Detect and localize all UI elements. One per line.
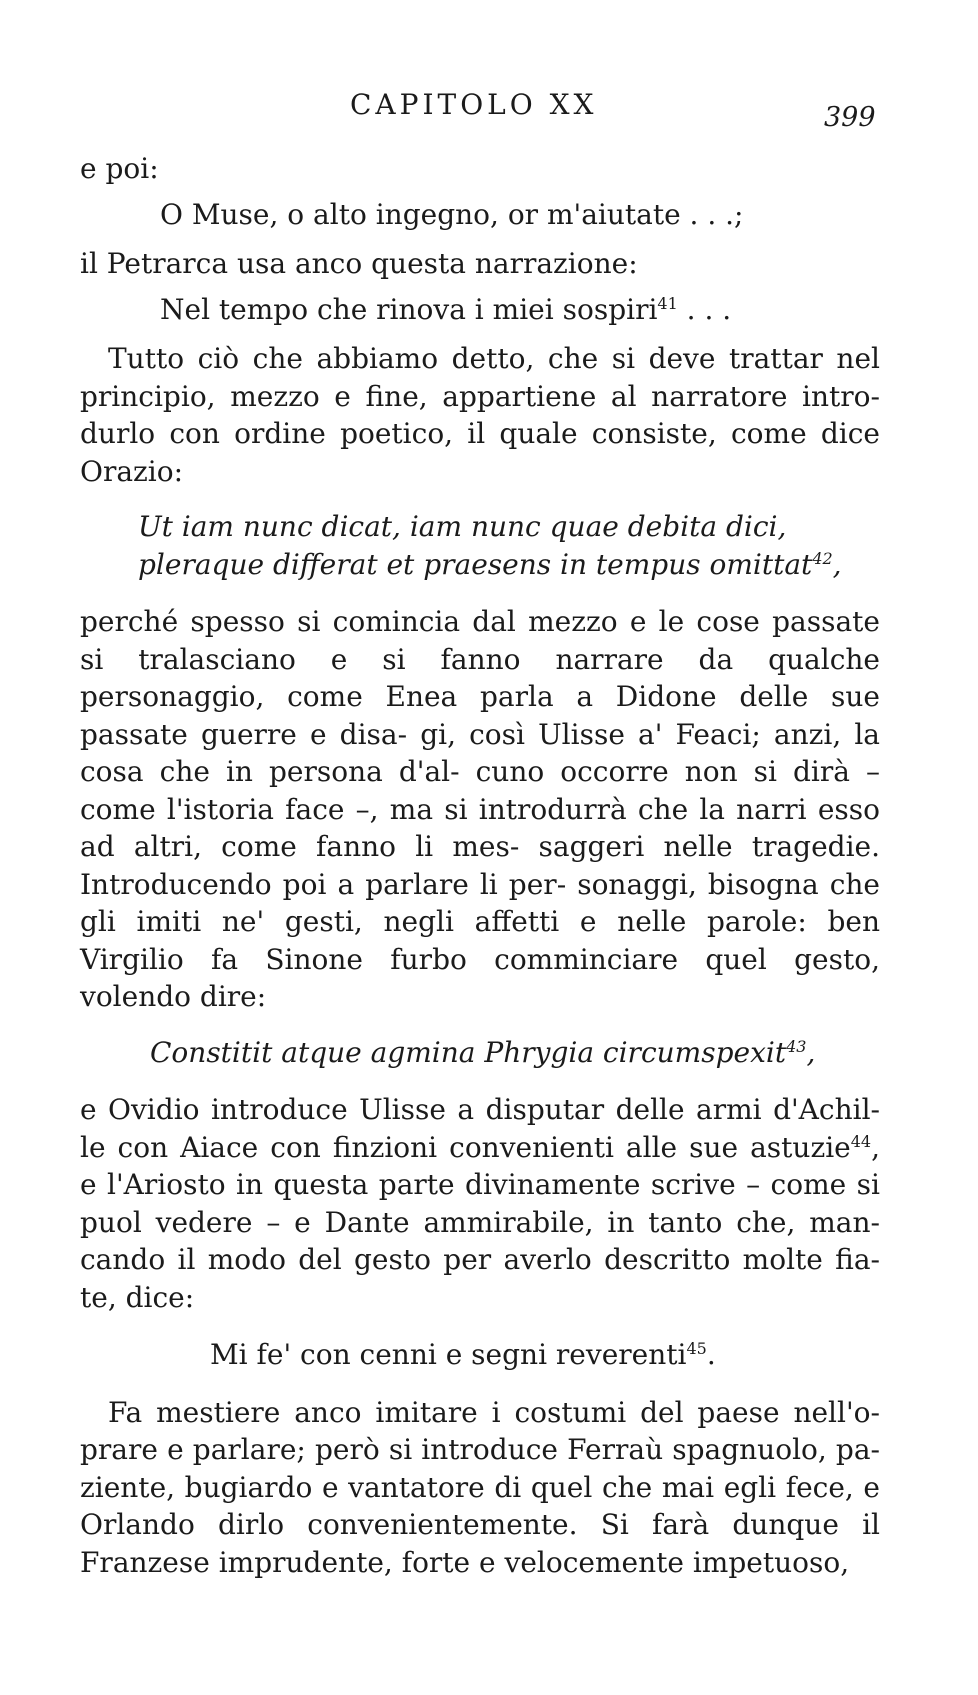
verse-quote: Mi fe' con cenni e segni reverenti$^{45}$. (210, 1338, 716, 1371)
latin-line: Constitit atque agmina Phrygia circumspexit$^{43}$, (150, 1035, 816, 1069)
paragraph: Tutto ciò che abbiamo detto, che si deve trattar nel principio, mezzo e fine, appartiene al narratore intro- durlo con ordine poetico, il quale consiste, come dice Orazio: (80, 342, 880, 488)
latin-quote (80, 508, 880, 583)
verse-quote: O Muse, o alto ingegno, or m'aiutate . . .; (160, 197, 744, 231)
body-text (80, 150, 880, 1581)
footnote-ref: 45 (686, 1339, 707, 1358)
running-head: CAPITOLO XX (350, 88, 598, 121)
latin-line: Ut iam nunc dicat, iam nunc quae debita dici, (138, 510, 787, 543)
text-line: e poi: (80, 152, 159, 185)
page-header (0, 88, 978, 133)
verse-quote: Nel tempo che rinova i miei sospiri$^{41}$ . . . (160, 292, 732, 326)
footnote-ref: 42 (812, 548, 833, 568)
page-number: 399 (824, 102, 876, 133)
latin-quote (80, 1034, 880, 1072)
text-line: il Petrarca usa anco questa narrazione: (80, 247, 638, 280)
latin-line: pleraque differat et praesens in tempus omittat$^{42}$, (138, 547, 842, 581)
paragraph: perché spesso si comincia dal mezzo e le cose passate si tralasciano e si fanno narrare da qualche personaggio, come Enea parla a Didone delle sue passate guerre e disa- gi, così Ulisse a' Feaci; anzi, la cosa che in persona d'al- cuno occorre non si dirà – come l'istoria face –, ma si introdurrà che la narri esso ad altri, come fanno li mes- saggeri nelle tragedie. Introducendo poi a parlare li per- sonaggi, bisogna che gli imiti ne' gesti, negli affetti e nelle parole: ben Virgilio fa Sinone furbo comminciare quel gesto, volendo dire: (80, 605, 880, 1013)
footnote-ref: 44 (850, 1131, 872, 1151)
paragraph: Fa mestiere anco imitare i costumi del paese nell'o- prare e parlare; però si introduce Ferraù spagnuolo, pa- ziente, bugiardo e vantatore di quel che mai egli fece, e Orlando dirlo convenientemente. Si farà dunque il Franzese imprudente, forte e velocemente impetuoso, (80, 1395, 880, 1579)
footnote-ref: 43 (786, 1036, 807, 1056)
footnote-ref: 41 (657, 293, 678, 313)
paragraph: e Ovidio introduce Ulisse a disputar delle armi d'Achil- le con Aiace con finzioni convenienti alle sue astuzie$^{44}$, e l'Ariosto in questa parte divinamente scrive – come si puol vedere – e Dante ammirabile, in tanto che, man- cando il modo del gesto per averlo descritto molte fia- te, dice: (80, 1093, 880, 1314)
